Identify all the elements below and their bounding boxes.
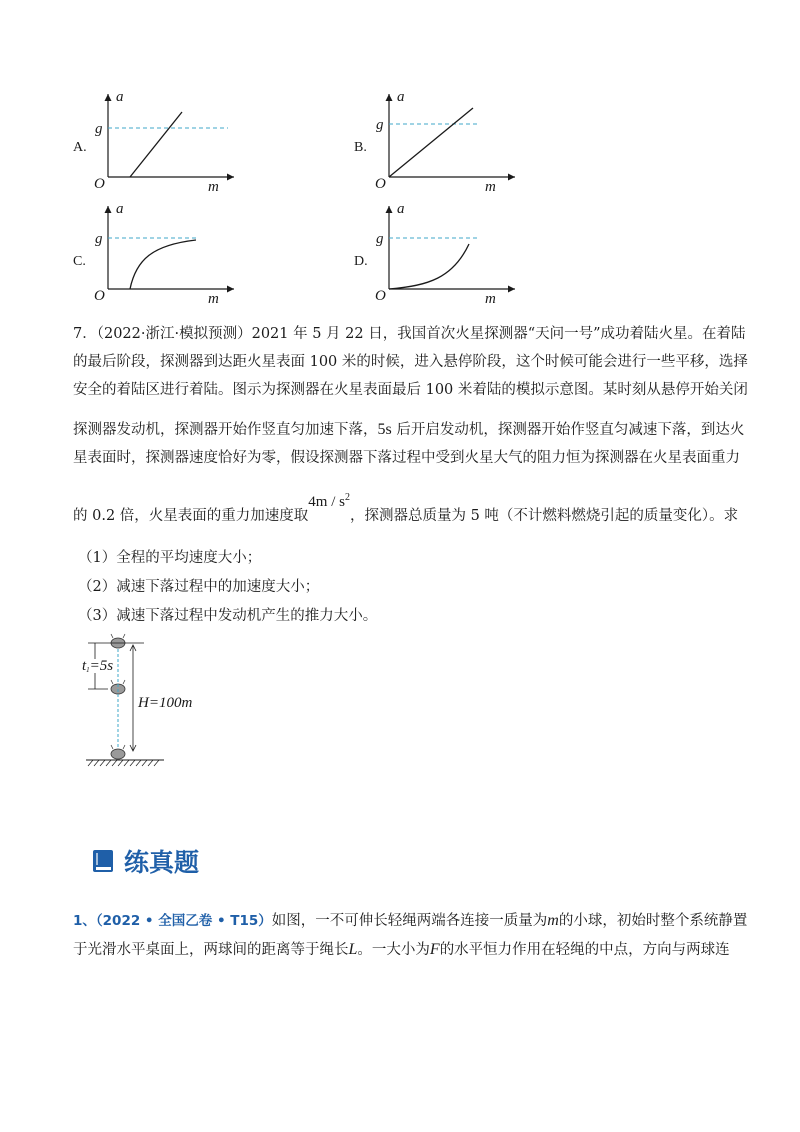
q7-line-2: 的最后阶段，探测器到达距火星表面 100 米的时候，进入悬停阶段，这个时候可能会进行一些平移，选择 [73,354,748,370]
q7-time-5s: 5s [377,421,392,438]
origin-label: O [94,176,105,192]
q1-var-l: L [348,941,358,958]
graph-curve [130,112,182,177]
axis-m-label: m [485,291,496,307]
graph-option-a [92,88,242,197]
probe-bottom-icon [111,745,125,759]
q1-text-2e: 的水平恒力作用在轻绳的中点，方向与两球连 [439,942,730,958]
q7-sub-2: （2）减速下落过程中的加速度大小； [78,579,320,595]
axis-a-label: a [116,201,124,217]
q1-text-1a: 如图，一不可伸长轻绳两端各连接一质量为 [271,913,548,929]
q7-line-4c: 后开启发动机，探测器开始作竖直匀减速下落，到达火 [391,422,745,438]
option-a-label: A. [73,140,87,155]
probe-top-icon [111,634,125,648]
q7-line-4a: 探测器发动机，探测器开始作竖直匀加速下落， [73,422,378,438]
origin-label: O [94,288,105,304]
section-header [92,844,199,878]
g-label: g [95,121,103,137]
q7-line-1: 7．（2022·浙江·模拟预测）2021 年 5 月 22 日，我国首次火星探测器“天问一号”成功着陆火星。在着陆 [73,326,746,342]
q7-sub-3: （3）减速下落过程中发动机产生的推力大小。 [78,608,378,624]
q1-text-1c: 的小球，初始时整个系统静置 [558,913,748,929]
book-icon [92,849,114,873]
axis-a-label: a [116,89,124,105]
origin-label: O [375,288,386,304]
graph-curve [389,108,473,177]
q1-text-2c: 。一大小为 [357,942,430,958]
q7-gravity-unit [308,494,350,510]
q7-line-6a: 的 0.2 倍，火星表面的重力加速度取 [73,508,309,524]
q1-source: （2022 • 全国乙卷 • T15） [95,913,272,929]
graph-curve [389,244,469,289]
q7-line-3: 安全的着陆区进行着陆。图示为探测器在火星表面最后 100 米着陆的模拟示意图。某时刻从悬停开始关闭 [73,382,748,398]
g-label: g [376,231,384,247]
graph-option-d [373,200,523,309]
graph-option-c [92,200,242,309]
q7-line-6 [73,492,739,525]
q7-gravity-value: 4m / s [308,494,345,510]
q7-line-4 [73,418,744,439]
q1-line-2 [73,938,730,959]
h-label: H=100m [138,695,193,711]
q1-number: 1、 [73,913,96,929]
axis-m-label: m [208,179,219,195]
axis-m-label: m [208,291,219,307]
option-d-label: D. [354,254,368,269]
graph-option-b [373,88,523,197]
option-b-label: B. [354,140,367,155]
ground-hatching [88,760,159,766]
q7-line-5: 星表面时，探测器速度恰好为零，假设探测器下落过程中受到火星大气的阻力恒为探测器在火星表面重力 [73,450,740,466]
q7-figure [84,630,214,774]
g-label: g [95,231,103,247]
g-label: g [376,117,384,133]
axis-a-label: a [397,201,405,217]
q7-sub-1: （1）全程的平均速度大小； [78,550,262,566]
origin-label: O [375,176,386,192]
q7-line-6d: ，探测器总质量为 5 吨（不计燃料燃烧引起的质量变化）。求 [349,508,739,524]
graph-curve [130,240,196,289]
q1-line-1 [73,909,747,930]
t1-label: t1=5s [82,658,114,674]
axis-m-label: m [485,179,496,195]
option-c-label: C. [73,254,86,269]
q7-gravity-exp: 2 [344,492,350,503]
axis-a-label: a [397,89,405,105]
q1-var-m: m [547,912,559,929]
q1-var-f: F [429,941,440,958]
q1-text-2a: 于光滑水平桌面上，两球间的距离等于绳长 [73,942,349,958]
section-title: 练真题 [124,848,200,877]
